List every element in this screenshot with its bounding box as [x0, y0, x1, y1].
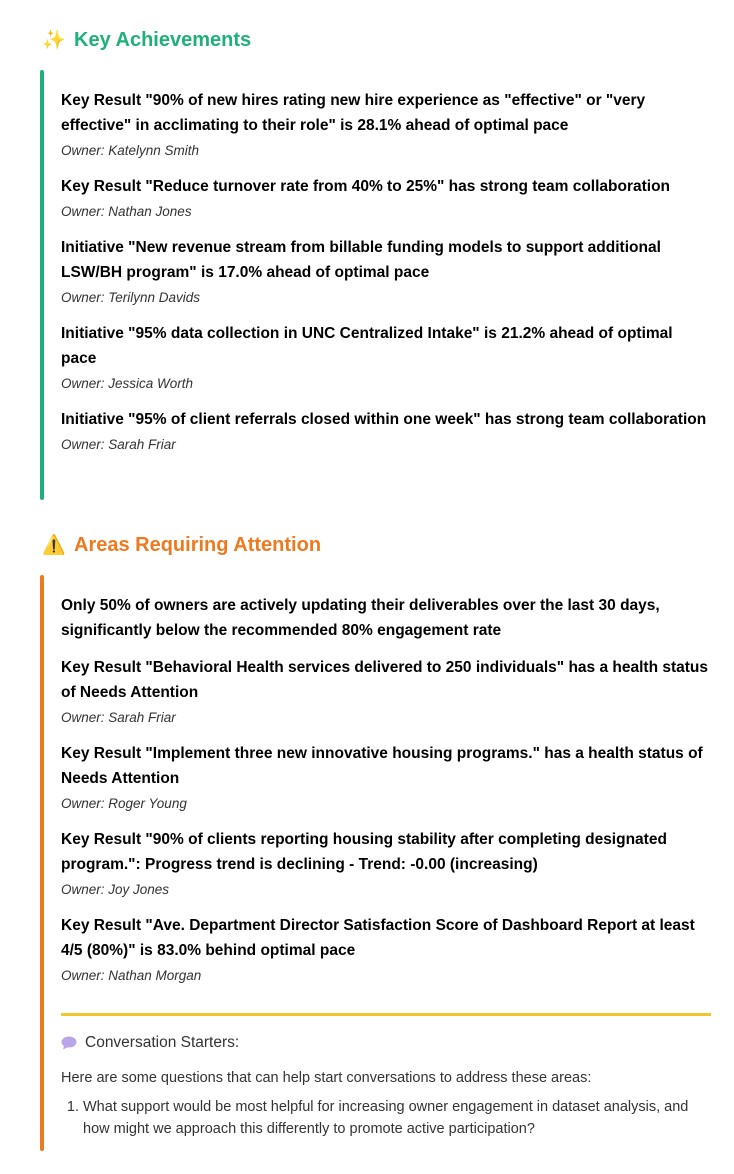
attention-accent-bar	[40, 575, 44, 1151]
achievements-list	[61, 88, 711, 468]
attention-item	[61, 655, 711, 727]
achievement-owner: Owner: Terilynn Davids	[61, 290, 201, 305]
achievement-item	[61, 88, 711, 160]
attention-list	[61, 593, 711, 999]
attention-owner: Owner: Nathan Morgan	[61, 968, 202, 983]
attention-title: Areas Requiring Attention	[74, 533, 322, 556]
attention-owner: Owner: Joy Jones	[61, 882, 170, 897]
achievement-item	[61, 321, 711, 393]
attention-headline: Key Result "Behavioral Health services delivered to 250 individuals" has a health status of Needs Attention	[61, 659, 709, 701]
achievement-headline: Initiative "95% of client referrals closed within one week" has strong team collaboration	[61, 411, 707, 428]
attention-summary: Only 50% of owners are actively updating their deliverables over the last 30 days, significantly below the recommended 80% engagement rate	[61, 597, 660, 639]
key-achievements-heading	[42, 28, 251, 52]
attention-summary-item	[61, 593, 711, 643]
starter-question: 1. What support would be most helpful for increasing owner engagement in dataset analysis, and how might we approach this differently to promote active participation?	[83, 1096, 711, 1140]
warning-icon: ⚠️	[42, 535, 66, 556]
achievement-headline: Initiative "New revenue stream from billable funding models to support additional LSW/BH program" is 17.0% ahead of optimal pace	[61, 239, 661, 281]
speech-bubble-icon	[61, 1036, 77, 1050]
attention-headline: Key Result "Implement three new innovative housing programs." has a health status of Needs Attention	[61, 745, 703, 787]
attention-headline: Key Result "90% of clients reporting housing stability after completing designated program.": Progress trend is declining - Trend: -0.00 (increasing)	[61, 831, 667, 873]
achievement-owner: Owner: Nathan Jones	[61, 204, 192, 219]
achievement-owner: Owner: Katelynn Smith	[61, 143, 200, 158]
achievement-item	[61, 235, 711, 307]
attention-headline: Key Result "Ave. Department Director Satisfaction Score of Dashboard Report at least 4/5 (80%)" is 83.0% behind optimal pace	[61, 917, 695, 959]
achievement-item	[61, 174, 711, 221]
conversation-starters	[61, 1034, 711, 1140]
attention-owner: Owner: Sarah Friar	[61, 710, 176, 725]
conversation-starters-list	[61, 1096, 711, 1140]
achievement-item	[61, 407, 711, 454]
attention-owner: Owner: Roger Young	[61, 796, 187, 811]
attention-heading	[42, 533, 321, 557]
attention-item	[61, 741, 711, 813]
attention-item	[61, 913, 711, 985]
conversation-starters-intro: Here are some questions that can help start conversations to address these areas:	[61, 1070, 592, 1086]
conversation-starters-heading	[61, 1034, 711, 1052]
achievement-headline: Key Result "90% of new hires rating new hire experience as "effective" or "very effective" in acclimating to their role" is 28.1% ahead of optimal pace	[61, 92, 646, 134]
achievement-owner: Owner: Jessica Worth	[61, 376, 194, 391]
starters-divider	[61, 1013, 711, 1016]
sparkles-icon: ✨	[42, 30, 66, 51]
achievement-owner: Owner: Sarah Friar	[61, 437, 176, 452]
achievement-headline: Key Result "Reduce turnover rate from 40% to 25%" has strong team collaboration	[61, 178, 671, 195]
attention-item	[61, 827, 711, 899]
achievements-accent-bar	[40, 70, 44, 500]
key-achievements-title: Key Achievements	[74, 28, 252, 51]
achievement-headline: Initiative "95% data collection in UNC Centralized Intake" is 21.2% ahead of optimal pace	[61, 325, 673, 367]
conversation-starters-title: Conversation Starters:	[85, 1034, 240, 1051]
